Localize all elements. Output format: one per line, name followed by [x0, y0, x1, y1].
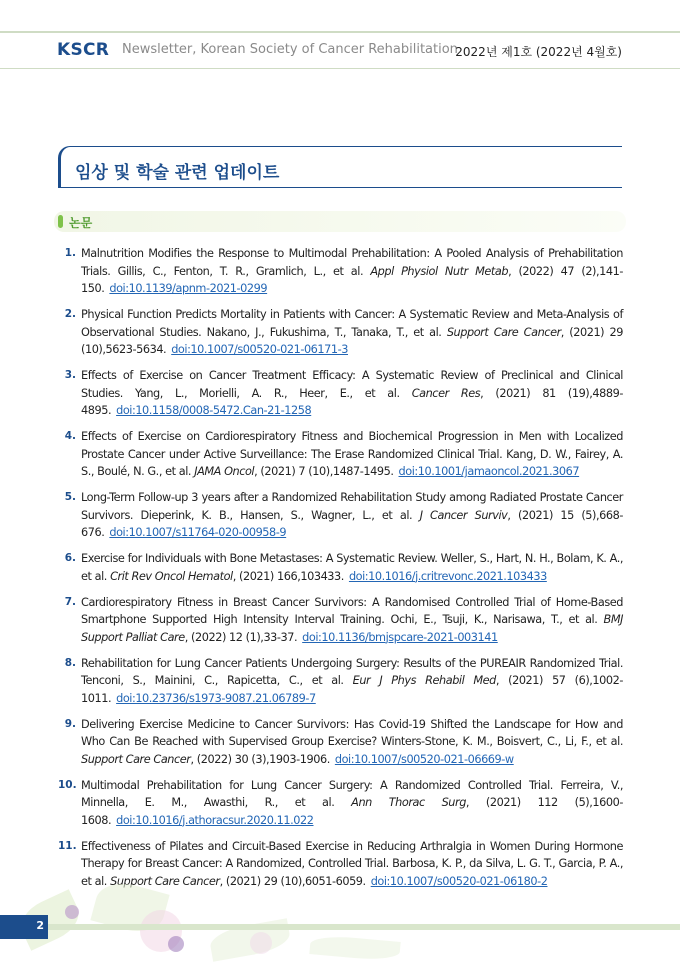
doi-link[interactable]: doi:10.1007/s00520-021-06180-2	[370, 874, 548, 888]
reference-item	[58, 367, 623, 420]
reference-item	[58, 594, 623, 647]
journal-name: Ann Thorac Surg	[351, 796, 466, 809]
reference-citation: , (2021) 29 (10),5623-5634.	[81, 325, 623, 356]
footer-divider	[48, 924, 680, 930]
reference-citation: , (2021) 15 (5),668-676.	[81, 508, 623, 539]
header-divider	[0, 68, 680, 69]
reference-number: 7.	[64, 595, 76, 608]
reference-number: 11.	[58, 839, 77, 852]
kscr-logo: KSCR	[57, 40, 110, 60]
reference-text: Malnutrition Modifies the Response to Multimodal Prehabilitation: A Pooled Analysis of Prehabilitation Trials. Gillis, C., Fenton, T. R., Gramlich, L., et al.	[81, 247, 623, 278]
reference-text: Delivering Exercise Medicine to Cancer Survivors: Has Covid-19 Shifted the Landscape for How and Who Can Be Reached with Supervised Group Exercise? Winters-Stone, K. M., Boisvert, C., Li, F., et al.	[81, 717, 623, 748]
doi-link[interactable]: doi:10.1158/0008-5472.Can-21-1258	[116, 404, 312, 417]
page-number-box	[0, 915, 48, 939]
top-divider	[0, 31, 680, 33]
subsection-title: 논문	[69, 216, 93, 230]
leaf-decoration	[309, 934, 400, 962]
doi-link[interactable]: doi:10.23736/s1973-9087.21.06789-7	[116, 691, 316, 705]
reference-number: 8.	[64, 656, 76, 669]
reference-citation: , (2022) 30 (3),1903-1906.	[190, 752, 330, 766]
reference-citation: , (2021) 166,103433.	[232, 569, 344, 583]
reference-number: 6.	[64, 552, 76, 564]
doi-link[interactable]: doi:10.1136/bmjspcare-2021-003141	[302, 630, 498, 644]
doi-link[interactable]: doi:10.1016/j.athoracsur.2020.11.022	[116, 813, 314, 827]
doi-link[interactable]: doi:10.1007/s00520-021-06669-w	[334, 752, 514, 766]
reference-item	[58, 550, 623, 585]
journal-name: Eur J Phys Rehabil Med	[352, 674, 496, 687]
leaf-bullet-icon	[58, 215, 63, 228]
section-title: 임상 및 학술 관련 업데이트	[75, 163, 280, 183]
reference-citation: , (2021) 29 (10),6051-6059.	[219, 874, 366, 888]
journal-name: BMJ Support Palliat Care	[81, 613, 623, 644]
reference-item	[58, 428, 623, 481]
doi-link[interactable]: doi:10.1007/s00520-021-06171-3	[171, 343, 348, 356]
reference-item	[58, 489, 623, 542]
reference-text: Effects of Exercise on Cancer Treatment Efficacy: A Systematic Review of Preclinical and Clinical Studies. Yang, L., Morielli, A. R., Heer, E., et al.	[81, 369, 623, 400]
reference-citation: , (2021) 112 (5),1600-1608.	[81, 796, 623, 827]
reference-number: 1.	[64, 247, 76, 259]
section-header	[58, 146, 622, 188]
floral-decoration	[0, 870, 680, 962]
reference-text: Rehabilitation for Lung Cancer Patients Undergoing Surgery: Results of the PUREAIR Randomized Trial. Tenconi, S., Mainini, C., Rapicetta, C., et al.	[81, 656, 623, 687]
flower-decoration	[65, 905, 79, 919]
doi-link[interactable]: doi:10.1139/apnm-2021-0299	[109, 282, 268, 295]
reference-item	[58, 716, 623, 769]
reference-text: Cardiorespiratory Fitness in Breast Cancer Survivors: A Randomised Controlled Trial of Home-Based Smartphone Supported High Intensity Interval Training. Ochi, E., Tsuji, K., Narisawa, T., et al.	[81, 595, 623, 626]
reference-number: 10.	[58, 778, 77, 791]
journal-name: Support Care Cancer	[110, 874, 220, 888]
page-header	[0, 36, 680, 66]
doi-link[interactable]: doi:10.1016/j.critrevonc.2021.103433	[348, 569, 547, 583]
reference-number: 3.	[64, 369, 76, 381]
journal-name: J Cancer Surviv	[419, 508, 508, 522]
reference-item	[58, 306, 623, 359]
reference-text: Effectiveness of Pilates and Circuit-Based Exercise in Reducing Arthralgia in Women During Hormone Therapy for Breast Cancer: A Randomized, Controlled Trial. Barbosa, K. P., da Silva, L. G. T., Garcia, P. A., et al.	[81, 839, 623, 888]
page-number: 2	[36, 919, 44, 932]
reference-citation: , (2022) 47 (2),141-150.	[81, 264, 623, 295]
reference-item	[58, 777, 623, 830]
reference-number: 9.	[64, 717, 76, 730]
reference-citation: , (2022) 12 (1),33-37.	[184, 630, 298, 644]
reference-text: Long-Term Follow-up 3 years after a Randomized Rehabilitation Study among Radiated Prostate Cancer Survivors. Dieperink, K. B., Hansen, S., Wagner, L., et al.	[81, 491, 623, 522]
doi-link[interactable]: doi:10.1007/s11764-020-00958-9	[109, 526, 287, 539]
journal-name: Support Care Cancer	[446, 325, 561, 339]
journal-name: Support Care Cancer	[81, 752, 191, 766]
reference-citation: , (2021) 57 (6),1002-1011.	[81, 674, 623, 705]
newsletter-title: Newsletter, Korean Society of Cancer Rehabilitation	[122, 42, 458, 57]
reference-number: 4.	[64, 430, 76, 442]
reference-text: Multimodal Prehabilitation for Lung Cancer Surgery: A Randomized Controlled Trial. Ferreira, V., Minnella, E. M., Awasthi, R., et al.	[81, 778, 623, 809]
reference-list	[58, 245, 623, 899]
reference-citation: , (2021) 7 (10),1487-1495.	[254, 465, 394, 478]
flower-decoration	[168, 936, 184, 952]
flower-decoration	[250, 932, 272, 954]
issue-label: 2022년 제1호 (2022년 4월호)	[455, 45, 622, 59]
journal-name: Crit Rev Oncol Hematol	[110, 569, 233, 583]
journal-name: JAMA Oncol	[194, 465, 255, 478]
reference-item	[58, 655, 623, 708]
doi-link[interactable]: doi:10.1001/jamaoncol.2021.3067	[398, 465, 580, 478]
journal-name: Cancer Res	[411, 386, 481, 400]
reference-item	[58, 245, 623, 298]
reference-number: 2.	[64, 308, 76, 320]
reference-text: Effects of Exercise on Cardiorespiratory Fitness and Biochemical Progression in Men with Localized Prostate Cancer under Active Surveillance: The Erase Randomized Clinical Trial. Kang, D. W., Fairey, A. S., Boulé, N. G., et al.	[81, 430, 623, 478]
reference-text: Exercise for Individuals with Bone Metastases: A Systematic Review. Weller, S., Hart, N. H., Bolam, K. A., et al.	[81, 552, 623, 583]
reference-citation: , (2021) 81 (19),4889-4895.	[81, 386, 623, 417]
reference-text: Physical Function Predicts Mortality in Patients with Cancer: A Systematic Review and Meta-Analysis of Observational Studies. Nakano, J., Fukushima, T., Tanaka, T., et al.	[81, 308, 623, 339]
subsection-header	[54, 211, 626, 232]
reference-number: 5.	[64, 491, 76, 503]
journal-name: Appl Physiol Nutr Metab	[370, 264, 509, 278]
